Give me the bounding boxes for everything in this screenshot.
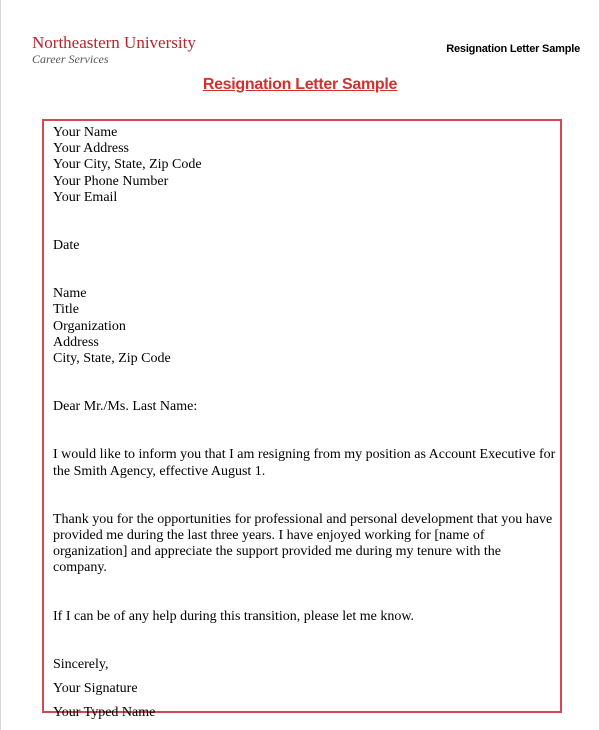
recipient-city: City, State, Zip Code (53, 351, 171, 367)
letter-body (53, 125, 558, 721)
sender-phone: Your Phone Number (53, 173, 169, 189)
closing: Sincerely, (53, 656, 109, 672)
paragraph-resignation: I would like to inform you that I am resigning from my position as Account Executive for the Smith Agency, effective August 1. (53, 447, 556, 479)
paragraph-thanks: Thank you for the opportunities for professional and personal development that you have provided me during the last three years. I have enjoyed working for [name of organization] and appreciate the support provided me during my tenure with the company. (53, 511, 553, 576)
page-border-left (0, 0, 1, 730)
header-document-title: Resignation Letter Sample (446, 43, 580, 55)
salutation: Dear Mr./Ms. Last Name: (53, 399, 198, 415)
sender-name: Your Name (53, 125, 118, 140)
recipient-address: Address (53, 334, 99, 350)
recipient-title: Title (53, 302, 79, 318)
page-title: Resignation Letter Sample (202, 76, 398, 93)
org-name: Northeastern University (32, 33, 196, 52)
signature: Your Signature (53, 681, 138, 697)
sender-address: Your Address (53, 141, 129, 157)
typed-name: Your Typed Name (53, 705, 156, 721)
recipient-name: Name (53, 286, 87, 302)
sender-city: Your City, State, Zip Code (53, 157, 202, 173)
sender-email: Your Email (53, 189, 118, 205)
letter-date: Date (53, 238, 80, 254)
org-department: Career Services (32, 52, 109, 66)
paragraph-help: If I can be of any help during this transition, please let me know. (53, 608, 415, 624)
recipient-organization: Organization (53, 318, 126, 334)
